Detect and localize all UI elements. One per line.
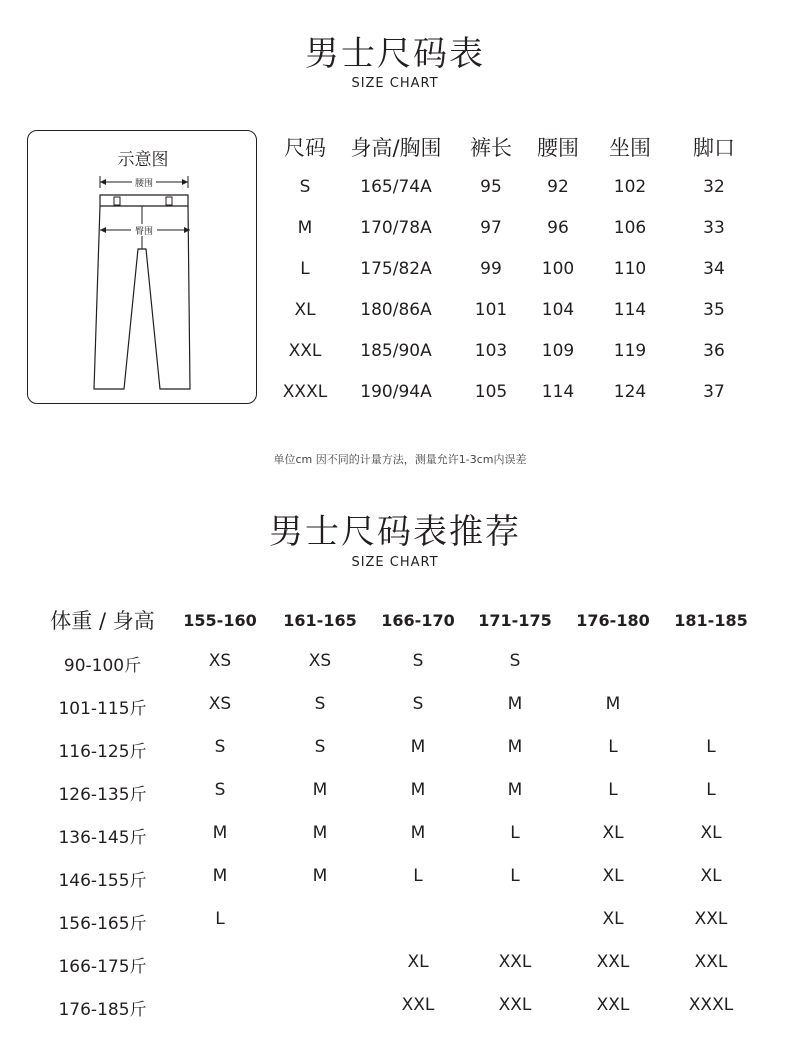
size-table-cell: 32 <box>703 177 725 197</box>
size-table-header: 腰围 <box>537 136 579 160</box>
size-table-cell: 35 <box>703 300 725 320</box>
recommended-size-cell: XL <box>700 823 722 843</box>
size-table-cell: 165/74A <box>360 177 432 197</box>
weight-range-label: 136-145斤 <box>58 828 147 848</box>
recommended-size-cell: M <box>212 866 228 886</box>
size-table-cell: 104 <box>541 300 575 320</box>
recommended-size-cell: M <box>507 780 523 800</box>
size-table-header: 坐围 <box>609 136 651 160</box>
size-table-cell: 101 <box>474 300 508 320</box>
size-table-cell: 36 <box>703 341 725 361</box>
recommended-size-cell: L <box>215 909 225 929</box>
weight-range-label: 116-125斤 <box>58 742 147 762</box>
height-range-header: 155-160 <box>183 611 257 630</box>
recommend-subtitle: SIZE CHART <box>351 555 439 570</box>
recommended-size-cell: XXL <box>498 995 532 1015</box>
recommended-size-cell: XXL <box>694 909 728 929</box>
recommended-size-cell: XXL <box>401 995 435 1015</box>
recommended-size-cell: XXL <box>596 995 630 1015</box>
size-table-cell: 37 <box>703 382 725 402</box>
size-table-cell: 100 <box>541 259 575 279</box>
weight-range-label: 126-135斤 <box>58 785 147 805</box>
recommended-size-cell: M <box>410 737 426 757</box>
size-table-cell: 119 <box>613 341 647 361</box>
size-table-header: 身高/胸围 <box>350 136 442 160</box>
recommended-size-cell: S <box>214 780 226 800</box>
size-table-cell: 102 <box>613 177 647 197</box>
size-table-cell: XL <box>294 300 316 320</box>
size-table-cell: 96 <box>547 218 569 238</box>
recommended-size-cell: L <box>608 737 618 757</box>
recommended-size-cell: XL <box>407 952 429 972</box>
recommended-size-cell: L <box>706 780 716 800</box>
size-table-cell: 33 <box>703 218 725 238</box>
recommended-size-cell: XL <box>602 823 624 843</box>
size-table-cell: 109 <box>541 341 575 361</box>
recommended-size-cell: XS <box>308 651 332 671</box>
recommended-size-cell: M <box>312 780 328 800</box>
size-table-header: 脚口 <box>693 136 735 160</box>
weight-range-label: 146-155斤 <box>58 871 147 891</box>
size-table-cell: 190/94A <box>360 382 432 402</box>
recommended-size-cell: XL <box>602 909 624 929</box>
recommended-size-cell: XXL <box>694 952 728 972</box>
size-table-header: 尺码 <box>284 136 326 160</box>
recommended-size-cell: M <box>507 694 523 714</box>
size-table-cell: 185/90A <box>360 341 432 361</box>
size-table-cell: 114 <box>541 382 575 402</box>
recommended-size-cell: S <box>412 694 424 714</box>
size-table-cell: 124 <box>613 382 647 402</box>
size-table-cell: 92 <box>547 177 569 197</box>
size-table-cell: 34 <box>703 259 725 279</box>
measurement-note: 单位cm 因不同的计量方法，测量允许1-3cm内误差 <box>273 453 527 466</box>
recommended-size-cell: M <box>605 694 621 714</box>
recommended-size-cell: XS <box>208 651 232 671</box>
size-table-cell: 95 <box>480 177 502 197</box>
size-table-header: 裤长 <box>470 136 512 160</box>
recommended-size-cell: L <box>510 866 520 886</box>
size-table-cell: XXL <box>288 341 322 361</box>
size-table-cell: 175/82A <box>360 259 432 279</box>
pants-drawing <box>28 131 258 405</box>
recommended-size-cell: M <box>212 823 228 843</box>
size-table-cell: 170/78A <box>360 218 432 238</box>
recommended-size-cell: S <box>314 694 326 714</box>
recommended-size-cell: XXL <box>498 952 532 972</box>
size-table-cell: XXXL <box>282 382 328 402</box>
waist-label: 腰围 <box>134 179 154 189</box>
weight-range-label: 176-185斤 <box>58 1000 147 1020</box>
size-table-cell: 103 <box>474 341 508 361</box>
height-range-header: 171-175 <box>478 611 552 630</box>
recommended-size-cell: XS <box>208 694 232 714</box>
recommended-size-cell: L <box>608 780 618 800</box>
height-range-header: 166-170 <box>381 611 455 630</box>
hip-label: 臀围 <box>134 227 154 237</box>
recommended-size-cell: M <box>312 866 328 886</box>
recommended-size-cell: S <box>214 737 226 757</box>
size-table-cell: 110 <box>613 259 647 279</box>
recommended-size-cell: S <box>412 651 424 671</box>
size-chart-title: 男士尺码表 <box>305 34 485 74</box>
recommended-size-cell: L <box>413 866 423 886</box>
recommend-title: 男士尺码表推荐 <box>269 512 521 552</box>
recommended-size-cell: S <box>314 737 326 757</box>
weight-range-label: 101-115斤 <box>58 699 147 719</box>
size-table-cell: 105 <box>474 382 508 402</box>
weight-range-label: 166-175斤 <box>58 957 147 977</box>
recommend-corner-label: 体重 / 身高 <box>50 609 155 633</box>
height-range-header: 176-180 <box>576 611 650 630</box>
size-table-cell: 180/86A <box>360 300 432 320</box>
size-table-cell: M <box>297 218 313 238</box>
height-range-header: 181-185 <box>674 611 748 630</box>
pants-diagram <box>27 130 257 404</box>
recommended-size-cell: M <box>312 823 328 843</box>
weight-range-label: 90-100斤 <box>63 656 142 676</box>
size-table-cell: 106 <box>613 218 647 238</box>
recommended-size-cell: M <box>410 823 426 843</box>
size-table-cell: S <box>299 177 311 197</box>
size-table-cell: L <box>300 259 310 279</box>
height-range-header: 161-165 <box>283 611 357 630</box>
recommended-size-cell: XL <box>700 866 722 886</box>
recommended-size-cell: L <box>706 737 716 757</box>
recommended-size-cell: XL <box>602 866 624 886</box>
recommended-size-cell: M <box>507 737 523 757</box>
size-table-cell: 114 <box>613 300 647 320</box>
weight-range-label: 156-165斤 <box>58 914 147 934</box>
recommended-size-cell: M <box>410 780 426 800</box>
recommended-size-cell: S <box>509 651 521 671</box>
recommended-size-cell: XXL <box>596 952 630 972</box>
size-table-cell: 99 <box>480 259 502 279</box>
recommended-size-cell: XXXL <box>688 995 734 1015</box>
size-chart-subtitle: SIZE CHART <box>351 76 439 91</box>
recommended-size-cell: L <box>510 823 520 843</box>
size-table-cell: 97 <box>480 218 502 238</box>
diagram-label: 示意图 <box>117 150 169 170</box>
